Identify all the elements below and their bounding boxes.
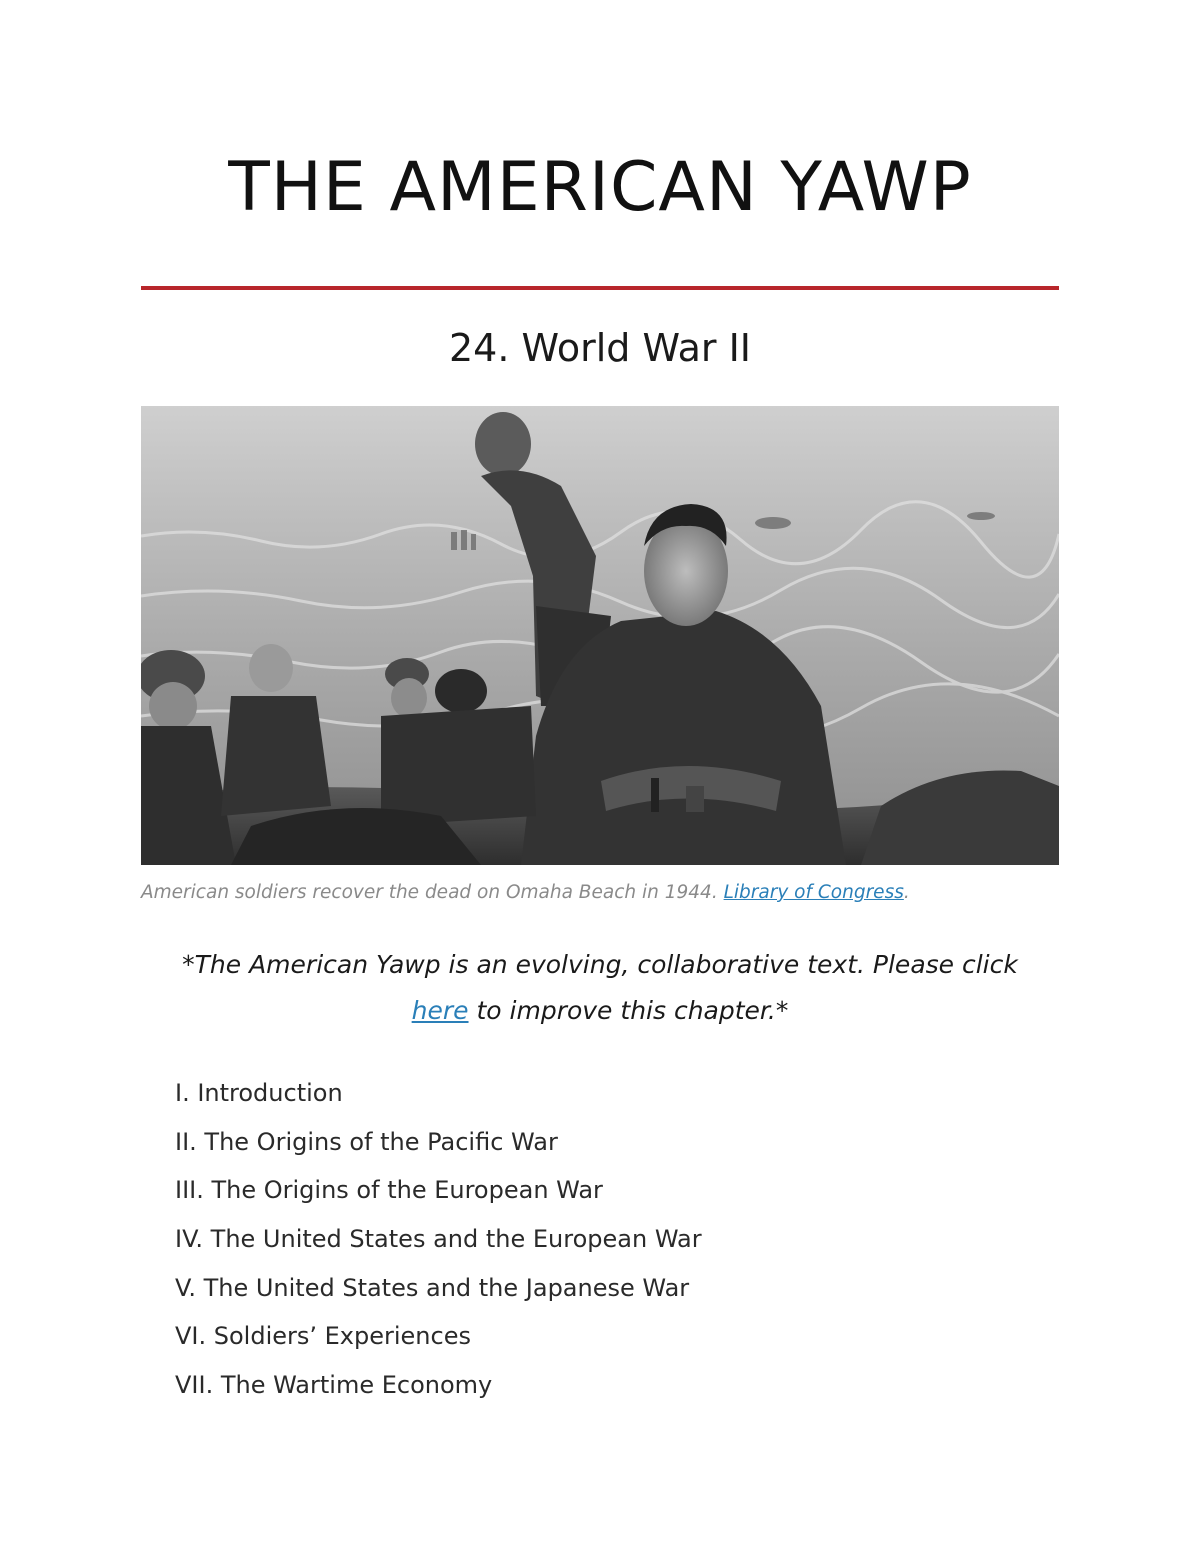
chapter-photo bbox=[141, 406, 1059, 865]
caption-suffix: . bbox=[903, 882, 910, 903]
toc-item: V. The United States and the Japanese War bbox=[175, 1273, 690, 1302]
title-divider bbox=[141, 286, 1059, 290]
note-line-2 bbox=[100, 988, 1100, 1034]
caption-text: American soldiers recover the dead on Omaha Beach in 1944. bbox=[141, 882, 724, 903]
note-line-1: *The American Yawp is an evolving, collaborative text. Please click bbox=[182, 950, 1018, 979]
note-line-2-text: to improve this chapter.* bbox=[468, 996, 789, 1025]
toc-item: VII. The Wartime Economy bbox=[175, 1371, 493, 1400]
book-title: THE AMERICAN YAWP bbox=[228, 148, 972, 227]
toc-item: III. The Origins of the European War bbox=[175, 1176, 603, 1205]
toc-item: VI. Soldiers’ Experiences bbox=[175, 1322, 471, 1351]
toc-item: IV. The United States and the European War bbox=[175, 1225, 702, 1254]
chapter-title: 24. World War II bbox=[448, 326, 752, 370]
photo-caption bbox=[141, 882, 1059, 903]
improve-chapter-link[interactable]: here bbox=[411, 996, 469, 1025]
library-of-congress-link[interactable]: Library of Congress bbox=[723, 882, 904, 903]
table-of-contents bbox=[175, 1074, 702, 1415]
toc-item: I. Introduction bbox=[175, 1079, 343, 1107]
collaboration-note bbox=[100, 942, 1100, 1034]
toc-item: II. The Origins of the Pacific War bbox=[175, 1127, 558, 1156]
